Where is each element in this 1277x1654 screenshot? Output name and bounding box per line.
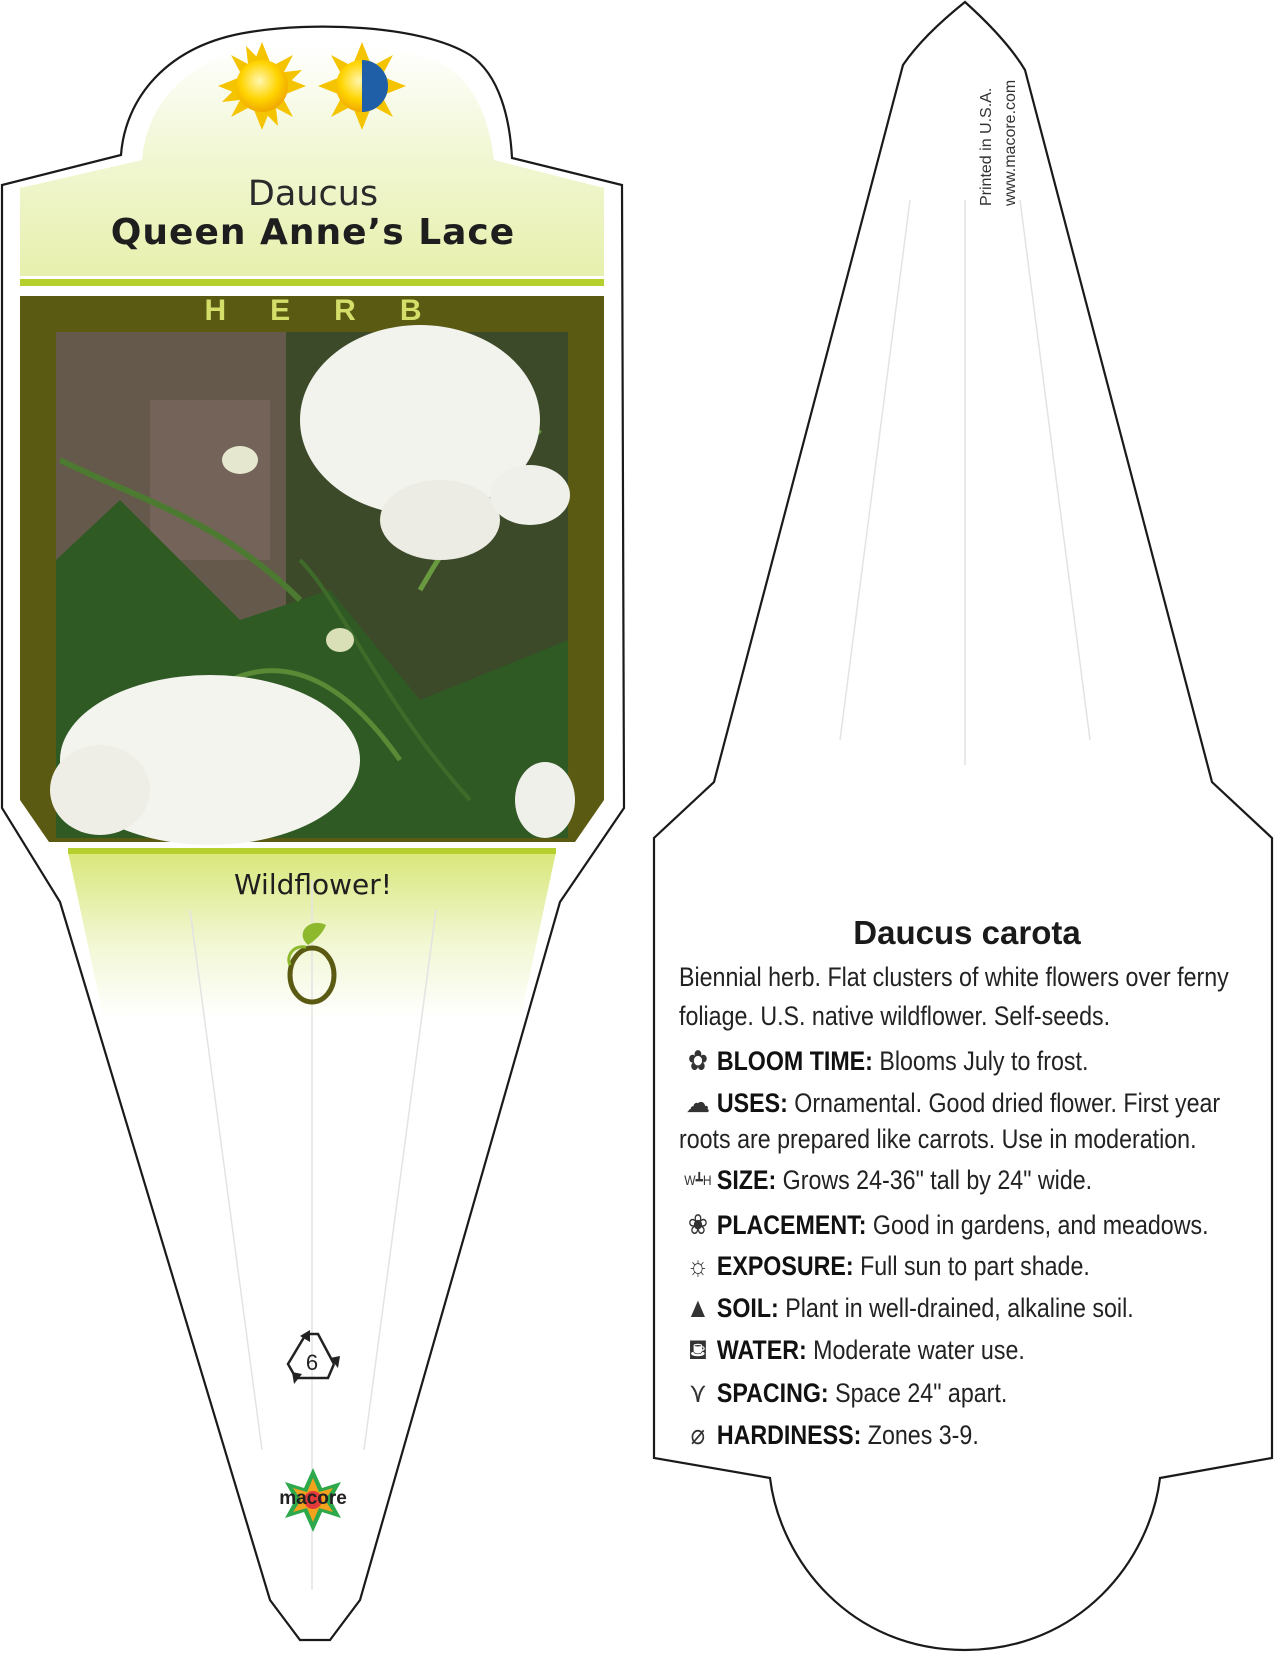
attr-water: ⛾ WATER: Moderate water use.	[679, 1334, 1025, 1370]
recycle-number: 6	[305, 1350, 319, 1375]
size-icon: W┻H	[684, 1172, 712, 1188]
flower-icon: ✿	[687, 1045, 709, 1076]
full-sun-icon	[218, 42, 306, 130]
brand-name: macore	[279, 1488, 347, 1509]
placement-icon: ❀	[687, 1209, 709, 1240]
attr-placement: ❀ PLACEMENT: Good in gardens, and meadows.	[679, 1208, 1209, 1241]
attr-exposure: ☼ EXPOSURE: Full sun to part shade.	[679, 1250, 1090, 1282]
watering-can-icon: ⛾	[688, 1334, 708, 1365]
attr-bloom-time: ✿ BLOOM TIME: Blooms July to frost.	[679, 1044, 1088, 1077]
attr-uses: ☁ USES: Ornamental. Good dried flower. First year	[679, 1086, 1220, 1119]
thermometer-icon: ⌀	[690, 1419, 706, 1450]
attr-soil: ▲ SOIL: Plant in well-drained, alkaline soil.	[679, 1292, 1134, 1324]
scientific-name: Daucus carota	[853, 914, 1081, 951]
tagline: Wildflower!	[233, 868, 393, 901]
attr-size: W┻H SIZE: Grows 24-36" tall by 24" wide.	[679, 1165, 1092, 1196]
attr-hardiness: ⌀ HARDINESS: Zones 3-9.	[679, 1418, 979, 1451]
sun-outline-icon: ☼	[686, 1250, 709, 1281]
description	[679, 958, 1239, 1036]
printed-line-1: Printed in U.S.A.	[978, 87, 995, 206]
part-shade-icon	[318, 42, 406, 130]
attr-uses-continued: roots are prepared like carrots. Use in moderation.	[679, 1124, 1197, 1154]
soil-icon: ▲	[686, 1292, 710, 1323]
description-line-2: foliage. U.S. native wildflower. Self-seeds.	[679, 1001, 1111, 1031]
chef-hat-icon: ☁	[685, 1087, 710, 1118]
plant-photo	[50, 325, 575, 845]
category-label: HERB	[204, 294, 466, 327]
common-name: Queen Anne’s Lace	[110, 212, 516, 253]
spacing-icon: ⋎	[689, 1377, 707, 1408]
genus-name: Daucus	[247, 174, 379, 214]
description-line-1: Biennial herb. Flat clusters of white flowers over ferny	[679, 962, 1229, 992]
attr-spacing: ⋎ SPACING: Space 24" apart.	[679, 1376, 1007, 1409]
printed-line-2: www.macore.com	[1002, 79, 1019, 206]
printed-note	[975, 80, 1023, 206]
